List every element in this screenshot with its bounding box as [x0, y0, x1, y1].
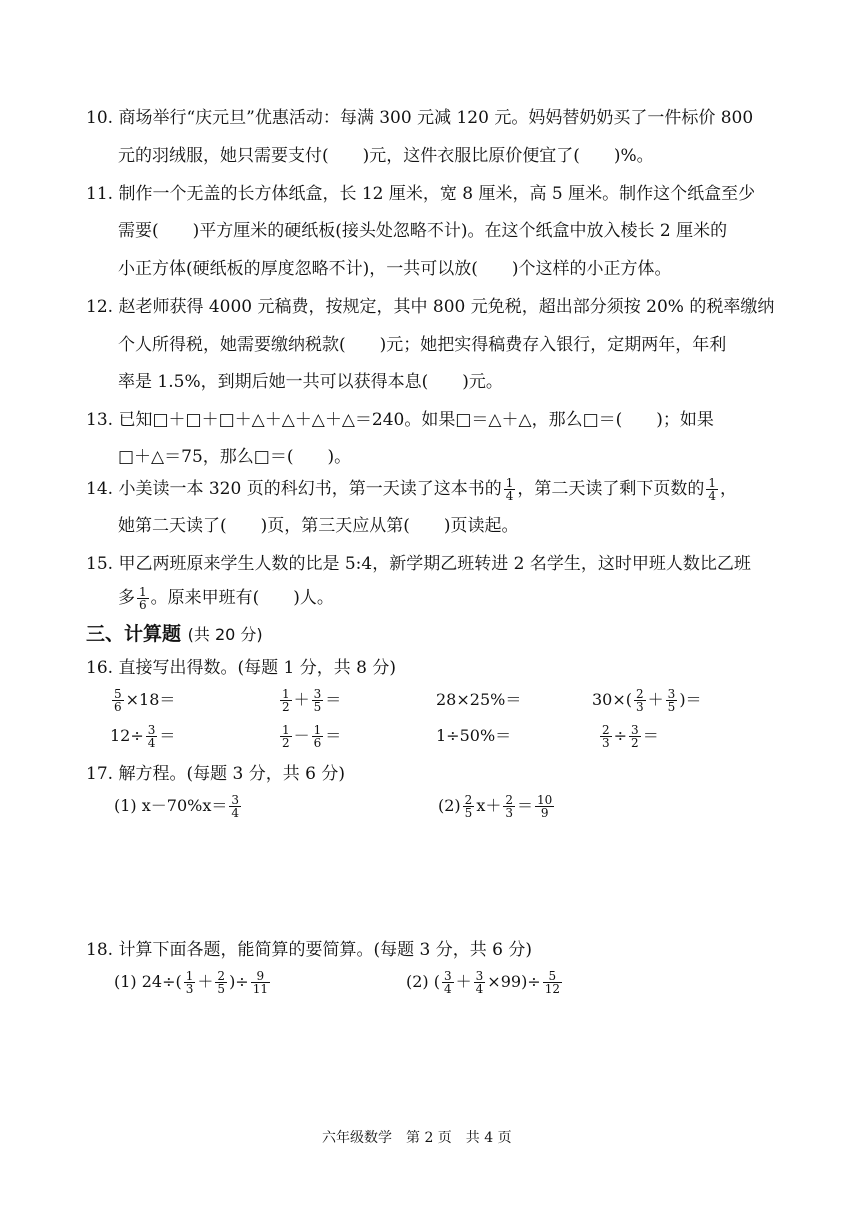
- q14-line2: 她第二天读了( )页，第三天应从第( )页读起。: [118, 516, 519, 536]
- q13-line2: □＋△＝75，那么□＝( )。: [118, 447, 352, 467]
- q18-problem-1: (1) 24÷( $\frac{1}{3}$ ＋ $\frac{2}{5}$ )÷ $\frac{9}{11}$: [114, 969, 268, 996]
- page-footer: 六年级数学 第 2 页 共 4 页: [322, 1130, 512, 1146]
- q18-problem-2: (2) ( $\frac{3}{4}$ ＋ $\frac{3}{4}$ ×99)÷ $\frac{5}{12}$: [406, 969, 560, 996]
- q14-text-c: ，: [719, 479, 737, 499]
- q16-title: 16. 直接写出得数。(每题 1 分，共 8 分): [86, 658, 396, 678]
- q17-title: 17. 解方程。(每题 3 分，共 6 分): [86, 764, 345, 784]
- section-score: (共 20 分): [187, 625, 263, 644]
- q11-line1: 11. 制作一个无盖的长方体纸盒，长 12 厘米，宽 8 厘米，高 5 厘米。制作这个纸盒至少: [86, 184, 756, 204]
- q17-problem-2: (2) $\frac{2}{5}$ x＋ $\frac{2}{3}$ ＝ $\frac{10}{9}$: [438, 793, 553, 820]
- q16-expr-6: $\frac{1}{2}$ － $\frac{1}{6}$ ＝: [282, 723, 342, 750]
- q14-text-b: ，第二天读了剩下页数的: [517, 479, 705, 499]
- q17-problem-1: (1) x－70%x＝ $\frac{3}{4}$: [114, 793, 240, 820]
- q12-line2: 个人所得税，她需要缴纳税款( )元；她把实得稿费存入银行，定期两年，年利: [118, 335, 727, 355]
- q11-line2: 需要( )平方厘米的硬纸板(接头处忽略不计)。在这个纸盒中放入棱长 2 厘米的: [118, 221, 728, 241]
- q18-title: 18. 计算下面各题，能简算的要简算。(每题 3 分，共 6 分): [86, 940, 532, 960]
- q16-expr-4: 30×( $\frac{2}{3}$ ＋ $\frac{3}{5}$ )＝: [592, 687, 702, 714]
- fraction: $\frac{1}{4}$: [505, 476, 514, 503]
- q16-expr-3: 28×25%＝: [436, 690, 522, 709]
- q16-expr-2: $\frac{1}{2}$ ＋ $\frac{3}{5}$ ＝: [282, 687, 342, 714]
- q15-line1: 15. 甲乙两班原来学生人数的比是 5:4，新学期乙班转进 2 名学生，这时甲班人数比乙班: [86, 554, 751, 574]
- q16-expr-1: $\frac{5}{6}$ ×18＝: [114, 687, 176, 714]
- q14-text-a: 14. 小美读一本 320 页的科幻书，第一天读了这本书的: [86, 479, 502, 499]
- q12-line3: 率是 1.5%，到期后她一共可以获得本息( )元。: [118, 372, 503, 392]
- fraction: $\frac{1}{4}$: [708, 476, 716, 503]
- q11-line3: 小正方体(硬纸板的厚度忽略不计)，一共可以放( )个这样的小正方体。: [118, 259, 672, 279]
- q16-expr-7: 1÷50%＝: [436, 726, 512, 745]
- q16-expr-5: 12÷ $\frac{3}{4}$ ＝: [110, 723, 176, 750]
- q13-line1: 13. 已知□＋□＋□＋△＋△＋△＋△＝240。如果□＝△＋△，那么□＝( )；如果: [86, 410, 714, 430]
- q10-line1: 10. 商场举行“庆元旦”优惠活动：每满 300 元减 120 元。妈妈替奶奶买了一件标价 800: [86, 108, 754, 128]
- q16-expr-8: $\frac{2}{3}$ ÷ $\frac{3}{2}$ ＝: [602, 723, 659, 750]
- q10-line2: 元的羽绒服，她只需要支付( )元，这件衣服比原价便宜了( )%。: [118, 146, 654, 166]
- q14-line1: [86, 477, 737, 502]
- fraction: $\frac{1}{6}$: [139, 585, 147, 612]
- section-title: 三、计算题 (共 20 分): [86, 623, 263, 645]
- q15-line2: 多 $\frac{1}{6}$ 。原来甲班有( )人。: [118, 585, 334, 612]
- q12-line1: 12. 赵老师获得 4000 元稿费，按规定，其中 800 元免税，超出部分须按 20% 的税率缴纳: [86, 297, 775, 317]
